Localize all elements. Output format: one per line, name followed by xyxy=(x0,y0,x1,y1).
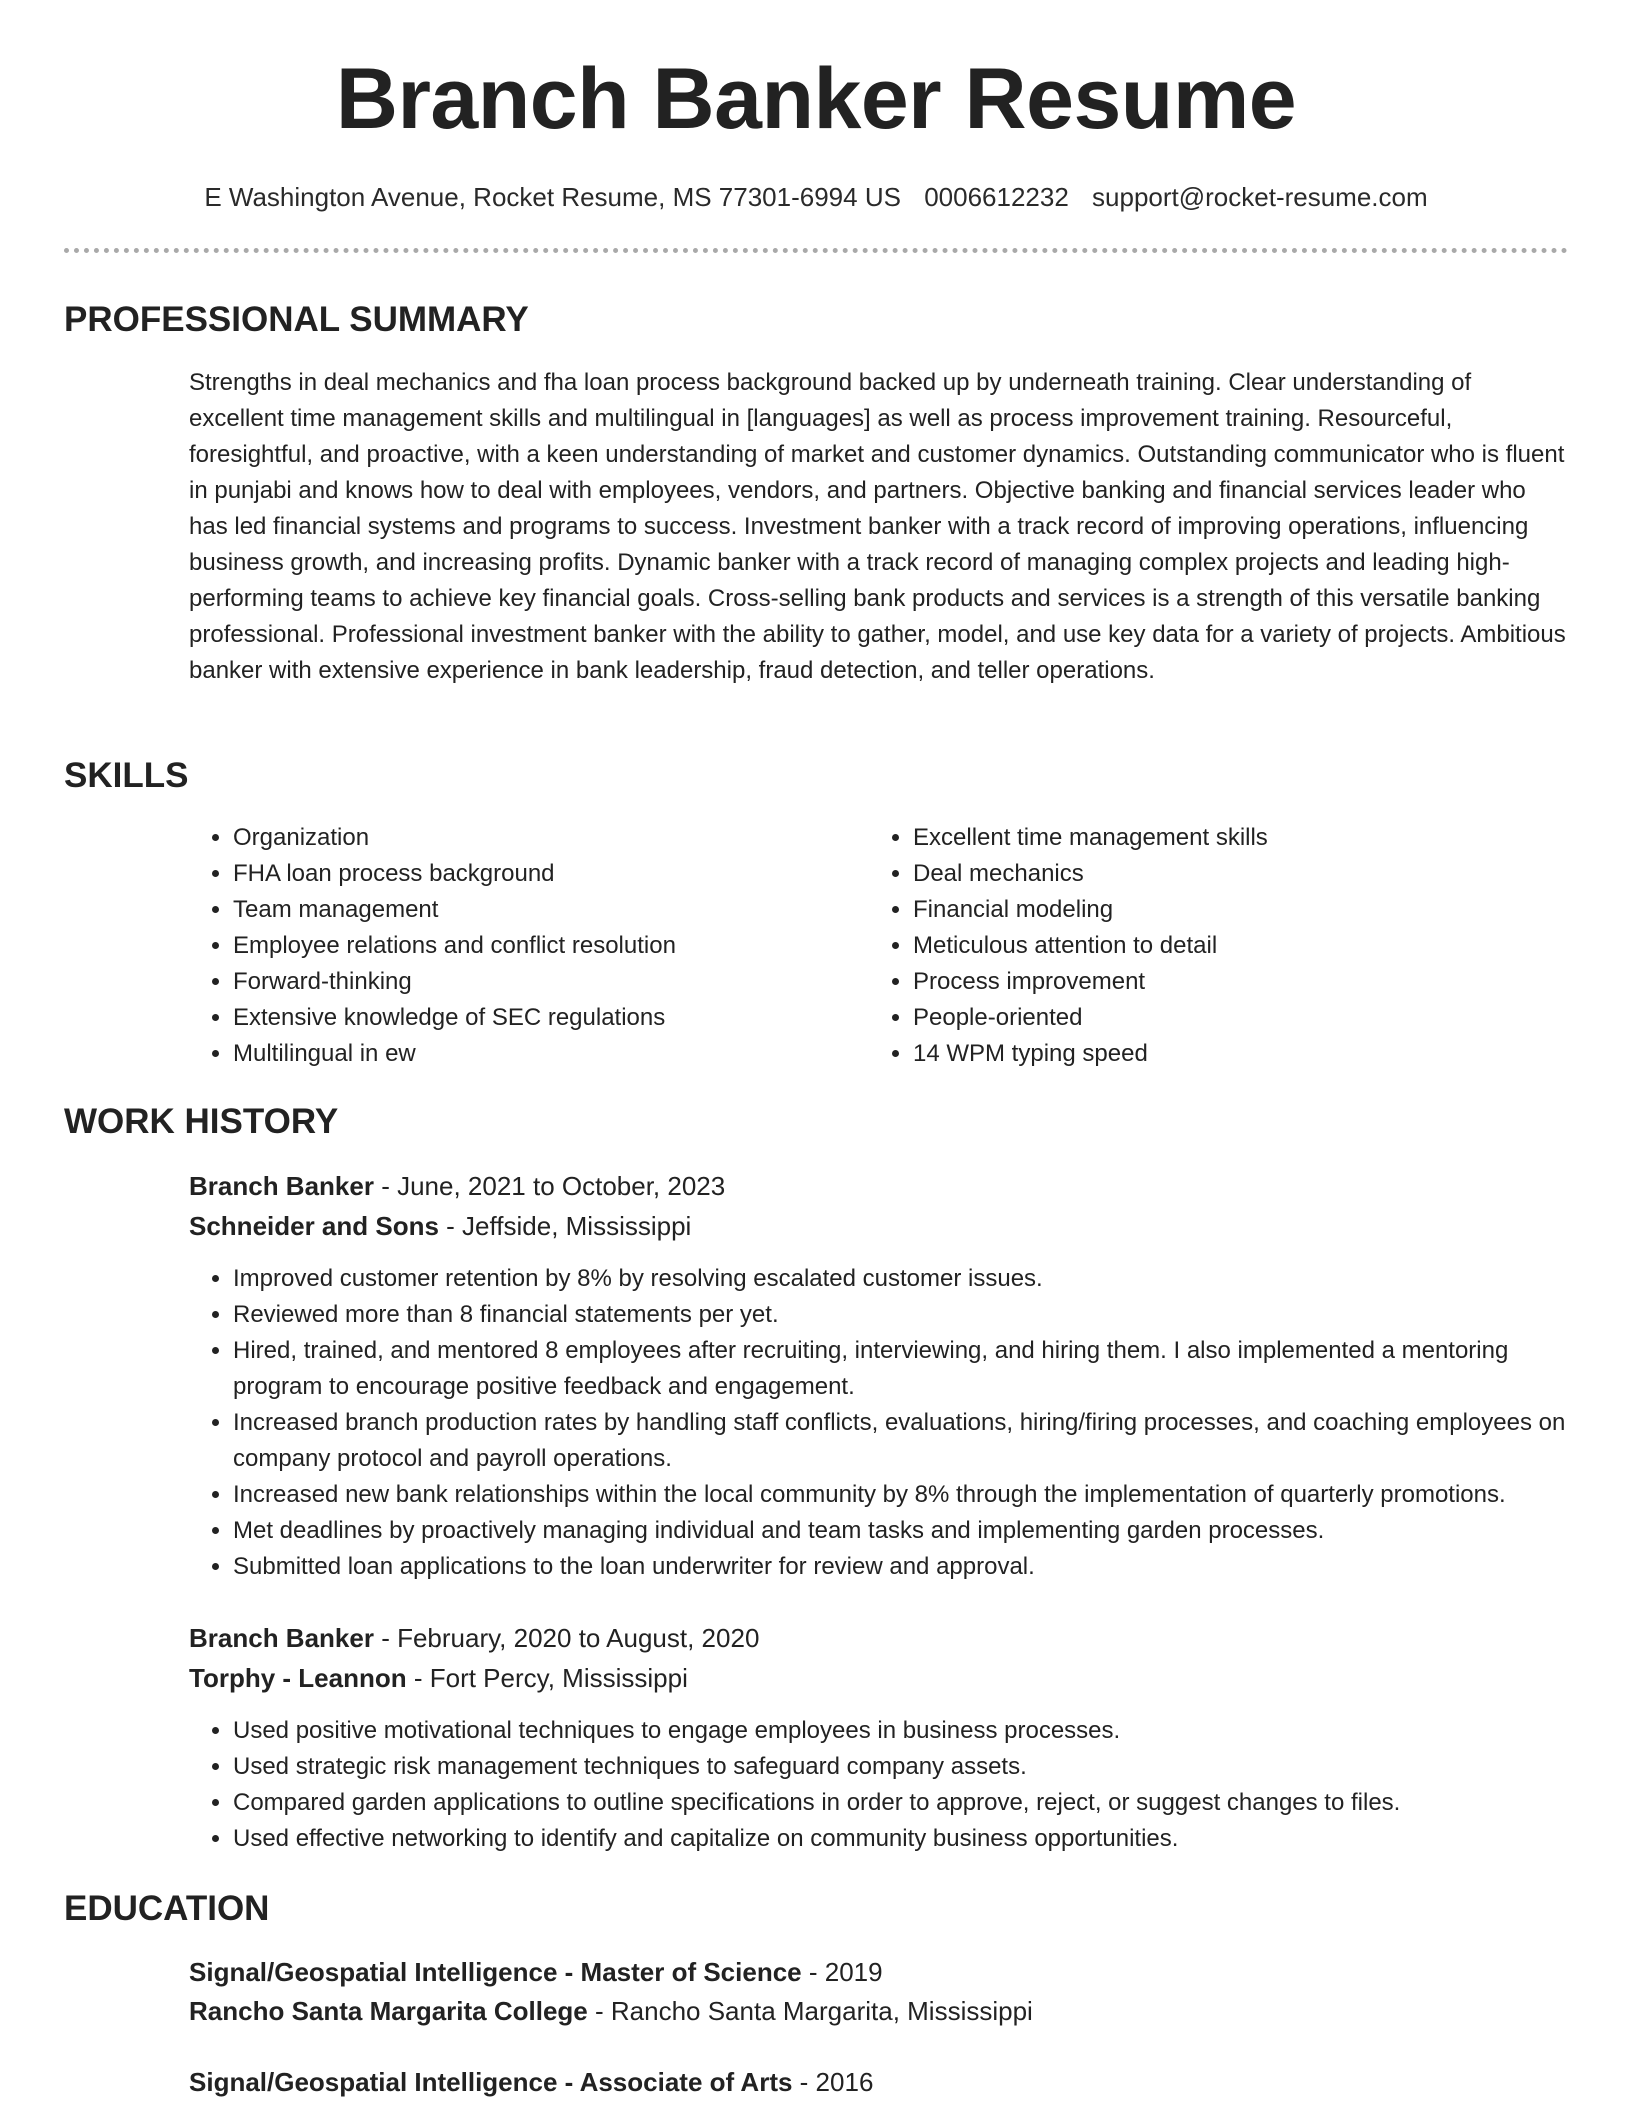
education-year: - 2019 xyxy=(801,1957,883,1987)
job-bullet: • Met deadlines by proactively managing individual and team tasks and implementing garden processes. xyxy=(233,1513,1579,1549)
job-dates: - June, 2021 to October, 2023 xyxy=(373,1171,726,1201)
job-bullet: • Increased new bank relationships within the local community by 8% through the implementation of quarterly promotions. xyxy=(233,1477,1579,1513)
section-title-summary: PROFESSIONAL SUMMARY xyxy=(64,300,529,339)
job-company: Torphy - Leannon xyxy=(189,1663,407,1693)
skill-item: • Employee relations and conflict resolution xyxy=(233,928,829,964)
job-bullet: • Increased branch production rates by handling staff conflicts, evaluations, hiring/firing processes, and coaching employees on company protocol and payroll operations. xyxy=(233,1405,1579,1477)
skill-item: • Team management xyxy=(233,892,829,928)
education-year: - 2016 xyxy=(792,2067,874,2097)
education-degree-line xyxy=(189,2062,873,2102)
job-dates: - February, 2020 to August, 2020 xyxy=(373,1623,760,1653)
job-bullet: • Used strategic risk management techniques to safeguard company assets. xyxy=(233,1749,1579,1785)
skills-list-left xyxy=(189,820,829,1072)
job-bullet: • Reviewed more than 8 financial statements per yet. xyxy=(233,1297,1579,1333)
page-title: Branch Banker Resume xyxy=(335,51,1297,147)
skills-list-right xyxy=(869,820,1509,1072)
contact-address: E Washington Avenue, Rocket Resume, MS 77301-6994 US xyxy=(204,182,901,212)
section-title-skills: SKILLS xyxy=(64,756,189,795)
job-bullet: • Hired, trained, and mentored 8 employees after recruiting, interviewing, and hiring them. I also implemented a mentoring program to encourage positive feedback and engagement. xyxy=(233,1333,1579,1405)
job-bullet: • Used positive motivational techniques to engage employees in business processes. xyxy=(233,1713,1579,1749)
job-bullets xyxy=(189,1713,1579,1857)
skill-item: • Multilingual in ew xyxy=(233,1036,829,1072)
skill-item: • Organization xyxy=(233,820,829,856)
job-bullet: • Used effective networking to identify and capitalize on community business opportunities. xyxy=(233,1821,1579,1857)
skill-item: • Meticulous attention to detail xyxy=(913,928,1509,964)
job-bullet: • Compared garden applications to outline specifications in order to approve, reject, or suggest changes to files. xyxy=(233,1785,1579,1821)
skill-item: • Extensive knowledge of SEC regulations xyxy=(233,1000,829,1036)
contact-phone: 0006612232 xyxy=(924,182,1069,212)
job-location: - Fort Percy, Mississippi xyxy=(406,1663,688,1693)
section-title-work: WORK HISTORY xyxy=(64,1102,339,1141)
education-school-line xyxy=(189,1991,1033,2031)
job-title: Branch Banker xyxy=(189,1171,374,1201)
job-company-line xyxy=(189,1658,688,1698)
skill-item: • People-oriented xyxy=(913,1000,1509,1036)
job-company-line xyxy=(189,1206,691,1246)
skills-column-right xyxy=(869,820,1509,1072)
job-bullet: • Improved customer retention by 8% by resolving escalated customer issues. xyxy=(233,1261,1579,1297)
section-title-education: EDUCATION xyxy=(64,1889,270,1928)
job-bullet: • Submitted loan applications to the loan underwriter for review and approval. xyxy=(233,1549,1579,1585)
job-title: Branch Banker xyxy=(189,1623,374,1653)
skill-item: • Process improvement xyxy=(913,964,1509,1000)
skills-column-left xyxy=(189,820,829,1072)
skill-item: • Excellent time management skills xyxy=(913,820,1509,856)
education-school: Rancho Santa Margarita College xyxy=(189,1996,588,2026)
job-location: - Jeffside, Mississippi xyxy=(438,1211,692,1241)
education-degree-line xyxy=(189,1952,883,1992)
education-degree: Signal/Geospatial Intelligence - Master of Science xyxy=(189,1957,802,1987)
skill-item: • Financial modeling xyxy=(913,892,1509,928)
contact-email[interactable]: support@rocket-resume.com xyxy=(1092,182,1428,212)
skill-item: • FHA loan process background xyxy=(233,856,829,892)
job-bullets xyxy=(189,1261,1579,1585)
education-degree: Signal/Geospatial Intelligence - Associate of Arts xyxy=(189,2067,793,2097)
header-divider xyxy=(64,248,1568,253)
skill-item: • 14 WPM typing speed xyxy=(913,1036,1509,1072)
summary-text: Strengths in deal mechanics and fha loan process background backed up by underneath training. Clear understanding of excellent time management skills and multilingual in [languages] as well as process improvement training. Resourceful, foresightful, and proactive, with a keen understanding of market and customer dynamics. Outstanding communicator who is fluent in punjabi and knows how to deal with employees, vendors, and partners. Objective banking and financial services leader who has led financial systems and programs to success. Investment banker with a track record of improving operations, influencing business growth, and increasing profits. Dynamic banker with a track record of managing complex projects and leading high-performing teams to achieve key financial goals. Cross-selling bank products and services is a strength of this versatile banking professional. Professional investment banker with the ability to gather, model, and use key data for a variety of projects. Ambitious banker with extensive experience in bank leadership, fraud detection, and teller operations. xyxy=(189,369,1566,684)
skill-item: • Deal mechanics xyxy=(913,856,1509,892)
skill-item: • Forward-thinking xyxy=(233,964,829,1000)
job-title-line xyxy=(189,1166,725,1206)
education-location: - Rancho Santa Margarita, Mississippi xyxy=(587,1996,1033,2026)
job-title-line xyxy=(189,1618,759,1658)
contact-line xyxy=(0,182,1632,213)
job-company: Schneider and Sons xyxy=(189,1211,439,1241)
